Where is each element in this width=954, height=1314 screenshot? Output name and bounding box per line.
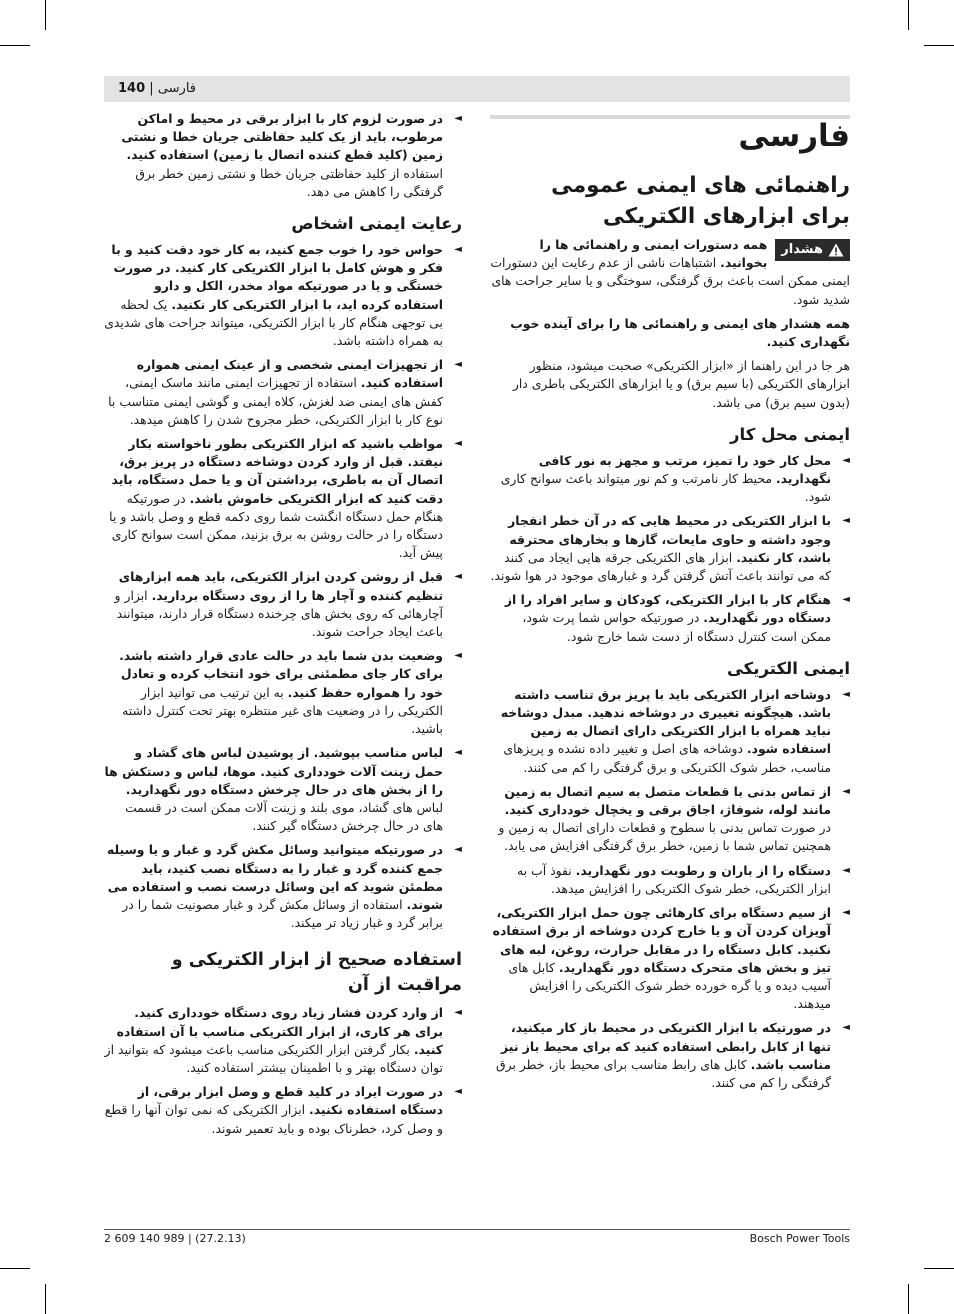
work-area-title: ایمنی محل کار	[730, 424, 850, 444]
bullet-arrow-icon: ◄	[454, 1007, 462, 1019]
power-tool-definition: هر جا در این راهنما از «ابزار الکتریکی» صحبت میشود، منظور ابزارهای الکتریکی (با سیم برق) و یا ابزارهای الکتریکی باطری دار (بدون سیم برق) می باشد.	[512, 358, 850, 410]
item-bold: از تماس بدنی با قطعات متصل به سیم اتصال به زمین مانند لوله، شوفاژ، اجاق برقی و یخچال خودداری کنید.	[504, 783, 831, 818]
personal-safety-title: رعایت ایمنی اشخاص	[291, 214, 462, 234]
item-bold: در صورت لزوم کار با ابزار برقی در محیط و اماکن مرطوب، باید از یک کلید حفاظتی جریان خطا و نشتی زمین (کلید قطع کننده اتصال با زمین) استفاده کنید.	[121, 111, 443, 163]
list-item	[490, 591, 850, 646]
item-text: استفاده از وسائل مکش گرد و غبار مصونیت شما را در برابر گرد و غبار زیاد تر میکند.	[122, 896, 443, 931]
item-bold: دستگاه را از باران و رطوبت دور نگهدارید.	[575, 862, 831, 878]
item-bold: لباس مناسب بپوشید. از پوشیدن لباس های گشاد و حمل زینت آلات خودداری کنید. موها، لباس و دستکش ها را از بخش های در حال چرخش دستگاه دور نگهدارید.	[104, 745, 443, 797]
bullet-arrow-icon: ◄	[842, 688, 850, 700]
item-text: یک لحظه بی توجهی هنگام کار با ابزار الکتریکی، میتواند جراحت های شدیدی به همراه داشته باشد.	[104, 296, 443, 349]
warning-label: هشدار	[781, 242, 823, 257]
crop-mark	[45, 0, 46, 30]
bullet-arrow-icon: ◄	[454, 113, 462, 124]
item-text: کابل های آسیب دیده و یا گره خورده خطر شوک الکتریکی را افزایش میدهند.	[508, 959, 831, 1012]
item-text: بکار گرفتن ابزار الکتریکی مناسب باعث میشود که بتوانید از توان دستگاه بهتر و با اطمینان بیشتر استفاده کنید.	[104, 1041, 443, 1075]
language-title: فارسی	[738, 118, 850, 154]
warning-block	[490, 236, 850, 309]
crop-mark	[0, 1268, 30, 1269]
item-text: محیط کار نامرتب و کم نور میتواند باعث سوانح کاری شود.	[500, 471, 831, 505]
document-number: 2 609 140 989 | (27.2.13)	[104, 1232, 246, 1245]
list-item	[490, 862, 850, 898]
item-bold: در صورت ایراد در کلید قطع و وصل ابزار برقی، از دستگاه استفاده نکنید.	[137, 1084, 443, 1118]
list-item	[490, 686, 850, 777]
item-bold: وضعیت بدن شما باید در حالت عادی قرار داشته باشد. برای کار جای مطمئنی برای خود انتخاب کرده و تعادل خود را همواره حفظ کنید.	[119, 648, 443, 700]
item-text: ابزار الکتریکی که نمی توان آنها را قطع و وصل کرد، خطرناک بوده و باید تعمیر شوند.	[104, 1102, 443, 1136]
list-item	[104, 744, 462, 835]
bullet-arrow-icon: ◄	[454, 244, 462, 256]
list-item	[104, 435, 462, 562]
crop-mark	[924, 1268, 954, 1269]
bullet-arrow-icon: ◄	[842, 454, 850, 466]
list-item	[104, 568, 462, 641]
item-text: نفوذ آب به ابزار الکتریکی، خطر شوک الکتریکی را افزایش میدهد.	[517, 862, 831, 896]
list-item	[490, 512, 850, 585]
bullet-arrow-icon: ◄	[454, 438, 462, 450]
brand-footer: Bosch Power Tools	[749, 1232, 850, 1245]
list-item	[490, 904, 850, 1013]
item-text: استفاده از تجهیزات ایمنی مانند ماسک ایمنی، کفش های ایمنی ضد لغزش، کلاه ایمنی و گوشی ایمنی متناسب با نوع کار با ابزار الکتریکی، خطر مجروح شدن را کاهش میدهد.	[108, 375, 443, 427]
item-text: در صورتیکه هنگام حمل دستگاه انگشت شما روی دکمه قطع و وصل باشد و یا دستگاه را در حالت روشن به برق بزنید، ممکن است سوانح کاری پیش آید.	[109, 490, 443, 561]
item-text: دوشاخه های اصل و تغییر داده نشده و پریزهای مناسب، خطر شوک الکتریکی و برق گرفتگی را کم می کنند.	[503, 741, 831, 775]
warning-triangle-icon	[828, 243, 844, 257]
item-bold: دوشاخه ابزار الکتریکی باید با پریز برق تناسب داشته باشد. هیچگونه تغییری در دوشاخه ندهید. مبدل دوشاخه نباید همراه با ابزار الکتریکی دارای اتصال به زمین استفاده شود.	[500, 686, 831, 757]
bullet-arrow-icon: ◄	[454, 747, 462, 759]
item-text: ابزار و آچارهائی که روی بخش های چرخنده دستگاه قرار دارند، میتوانند باعث ایجاد جراحت شوند.	[114, 587, 443, 640]
bullet-arrow-icon: ◄	[842, 785, 850, 797]
item-bold: از سیم دستگاه برای کارهائی چون حمل ابزار الکتریکی، آویزان کردن آن و یا خارج کردن دوشاخه از برق استفاده نکنید. کابل دستگاه را در مقابل حرارت، روغن، لبه های تیز و بخش های متحرک دستگاه دور نگهدارید.	[492, 905, 831, 975]
item-text: به این ترتیب می توانید ابزار الکتریکی را در وضعیت های غیر منتظره بهتر تحت کنترل داشته باشید.	[122, 684, 443, 737]
main-heading-line: راهنمائی های ایمنی عمومی	[551, 173, 850, 198]
item-text: لباس های گشاد، موی بلند و زینت آلات ممکن است در قسمت های در حال چرخش دستگاه گیر کنند.	[125, 799, 443, 834]
warning-text: اشتباهات ناشی از عدم رعایت این دستورات ایمنی ممکن است باعث برق گرفتگی، سوختگی و یا سایر جراحت های شدید شود.	[490, 255, 850, 307]
item-bold: قبل از روشن کردن ابزار الکتریکی، باید همه ابزارهای تنظیم کننده و آچار ها را از روی دستگاه بردارید.	[118, 569, 443, 603]
warning-badge	[775, 239, 850, 261]
main-heading	[490, 170, 850, 232]
crop-mark	[924, 45, 954, 46]
keep-instructions-note: همه هشدار های ایمنی و راهنمائی ها را برای آینده خوب نگهداری کنید.	[510, 315, 850, 350]
page-number: 140	[118, 81, 146, 96]
header-bar	[104, 76, 850, 102]
page-label	[118, 80, 196, 98]
list-item	[104, 841, 462, 932]
bullet-arrow-icon: ◄	[454, 650, 462, 662]
bullet-arrow-icon: ◄	[454, 1086, 462, 1098]
crop-mark	[908, 1284, 909, 1314]
bullet-arrow-icon: ◄	[842, 907, 850, 919]
list-item	[490, 1019, 850, 1092]
list-item	[104, 647, 462, 738]
footer-rule	[104, 1229, 850, 1230]
item-bold: از تجهیزات ایمنی شخصی و از عینک ایمنی همواره استفاده کنید.	[136, 357, 443, 391]
bullet-arrow-icon: ◄	[454, 571, 462, 583]
work-area-list	[490, 452, 850, 646]
usage-care-list	[104, 1004, 462, 1137]
item-bold: مواظب باشید که ابزار الکتریکی بطور ناخواسته بکار نیفتد. قبل از وارد کردن دوشاخه دستگاه در پریز برق، اتصال آن به باطری، برداشتن آن و یا حمل دستگاه، باید دقت کنید که ابزار الکتریکی خاموش باشد.	[111, 436, 443, 506]
bullet-arrow-icon: ◄	[454, 359, 462, 371]
list-item	[104, 356, 462, 429]
item-bold: حواس خود را خوب جمع کنید، به کار خود دقت کنید و با فکر و هوش کامل با ابزار الکتریکی کار کنید. در صورت خستگی و یا در صورتیکه مواد مخدر، الکل و دارو استفاده کرده اید، با ابزار الکتریکی کار نکنید.	[111, 242, 443, 312]
item-text: ابزار های الکتریکی جرقه هایی ایجاد می کنند که می توانند باعث آتش گرفتن گرد و غبارهای موجود در هوا شوند.	[490, 549, 831, 584]
list-item	[104, 241, 462, 350]
item-bold: در صورتیکه با ابزار الکتریکی در محیط باز کار میکنید، تنها از کابل رابطی استفاده کنید که برای محیط باز نیز مناسب باشد.	[501, 1020, 831, 1072]
item-text: در صورت تماس بدنی با سطوح و قطعات دارای اتصال به زمین و همچنین تماس شما با زمین، خطر برق گرفتگی افزایش می یابد.	[498, 820, 831, 854]
list-item	[104, 1083, 462, 1138]
bullet-arrow-icon: ◄	[842, 594, 850, 606]
personal-safety-list	[104, 241, 462, 932]
item-text: کابل های رابط مناسب برای محیط باز، خطر برق گرفتگی را کم می کنند.	[496, 1056, 831, 1090]
header-separator: |	[149, 81, 154, 96]
list-item	[490, 452, 850, 507]
item-bold: هنگام کار با ابزار الکتریکی، کودکان و سایر افراد را از دستگاه دور نگهدارید.	[504, 592, 831, 626]
item-text: استفاده از کلید حفاظتی جریان خطا و نشتی زمین خطر برق گرفتگی را کاهش می دهد.	[135, 165, 443, 199]
bullet-arrow-icon: ◄	[842, 864, 850, 876]
list-item	[104, 1004, 462, 1077]
warning-bold-text: همه دستورات ایمنی و راهنمائی ها را بخوانید.	[539, 237, 768, 271]
item-bold: در صورتیکه میتوانید وسائل مکش گرد و غبار و یا وسیله جمع کننده گرد و غبار را به دستگاه نصب کنید، باید مطمئن شوید که این وسائل درست نصب و استفاده می شوند.	[106, 842, 443, 912]
left-column	[104, 110, 462, 1144]
item-bold: محل کار خود را تمیز، مرتب و مجهز به نور کافی نگهدارید.	[538, 452, 831, 487]
item-text: در صورتیکه حواس شما پرت شود، ممکن است کنترل دستگاه از دست شما خارج شود.	[522, 610, 831, 644]
crop-mark	[908, 0, 909, 30]
bullet-arrow-icon: ◄	[842, 1022, 850, 1034]
right-column	[490, 116, 850, 1098]
item-bold: با ابزار الکتریکی در محیط هایی که در آن خطر انفجار وجود داشته و حاوی مایعات، گازها و بخارهای محترقه باشد، کار نکنید.	[508, 513, 831, 565]
header-language: فارسی	[157, 81, 196, 96]
electrical-safety-title: ایمنی الکتریکی	[726, 658, 850, 678]
crop-mark	[0, 45, 30, 46]
bullet-arrow-icon: ◄	[842, 515, 850, 527]
crop-mark	[45, 1284, 46, 1314]
list-item	[490, 783, 850, 856]
usage-care-title: استفاده صحیح از ابزار الکتریکی و مراقبت از آن	[171, 950, 462, 996]
main-heading-line: برای ابزارهای الکتریکی	[602, 204, 850, 229]
list-item	[104, 110, 462, 201]
bullet-arrow-icon: ◄	[454, 844, 462, 856]
electrical-safety-list	[490, 686, 850, 1092]
item-bold: از وارد کردن فشار زیاد روی دستگاه خودداری کنید. برای هر کاری، از ابزار الکتریکی مناسب با آن استفاده کنید.	[116, 1005, 443, 1057]
